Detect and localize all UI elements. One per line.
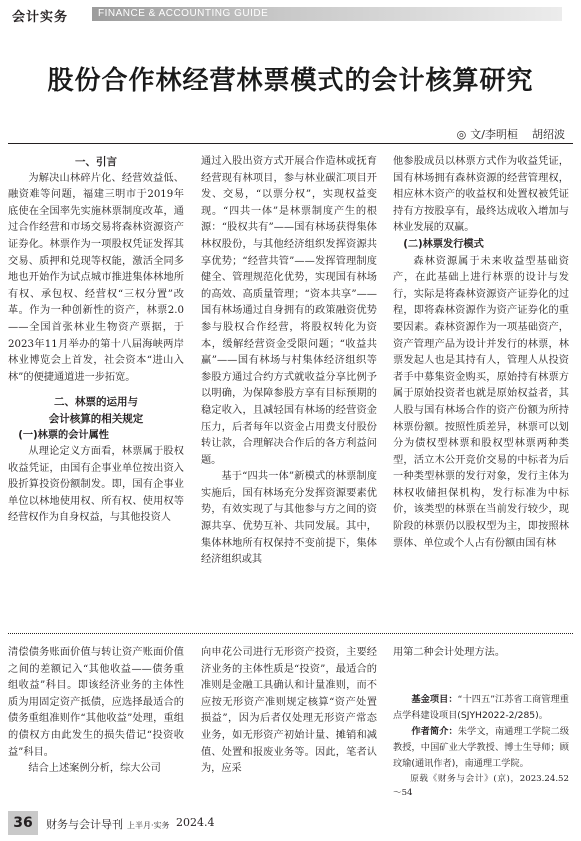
body-paragraph: 为解决山林碎片化、经营效益低、融资难等问题，福建三明市于2019年底使在全国率先实施林票制度改革，通过合作经营和市场交易将森林资源资产证券化。林票作为一项股权凭证发挥其交易、质押和兑现等权能，激活全同多地也开始作为试点城市推进集体林地所有权、承包权、经营权“三权分置”改革。作为一种创新性的资产，林票2.0——全国首张林业生物资产票据，于2023年11月举办的第十八届海峡两岸林业博览会上首发，社会资本“进山入林”的便捷通道进一步拓宽。 <box>8 172 184 383</box>
author-bio <box>393 724 569 772</box>
issue-date: 2024.4 <box>176 816 215 829</box>
author-mark-icon: ◎ <box>456 128 467 141</box>
body-paragraph: 通过入股出资方式开展合作造林或抚育经营现有林项目，参与林业碳汇项目开发、交易，“以票分权”，实现权益变现。“四共一体”是林票制度产生的根源：“股权共有”——国有林场获得集体林权股份，与其他经济组织发挥资源共享优势；“经营共管”——发挥管理制度健全、管理规范化优势，实现国有林场的高效、高质量管理；“资本共享”——国有林场通过自身拥有的政策融资优势参与股权合作经营，将股权转化为资本，缓解经营资金受限问题；“收益共赢”——国有林场与村集体经济组织等参股方通过合约方式就收益分享比例予以明确，为保障参股方享有目标预期的稳定收入，且减轻国有林场的经营资金压力，后者每年以资金占用费支付股份转让款，合理解决合作后的各方利益问题。 <box>201 156 377 466</box>
author-bio-label: 作者简介： <box>411 725 458 737</box>
body-column-3 <box>393 154 569 552</box>
section-name: 会计实务 <box>12 10 69 25</box>
page-footer <box>8 811 573 835</box>
section-banner <box>92 7 562 21</box>
funding-label: 基金项目： <box>411 693 458 705</box>
author-bio-text: 朱学文，南通理工学院二级教授，中国矿业大学教授、博士生导师；顾玟瑜(通讯作者)，南通理工学院。 <box>393 725 570 769</box>
body-paragraph: 森林资源属于未来收益型基础资产，在此基础上进行林票的设计与发行，实际是将森林资源资产证券化的过程，即将森林资源作为资产证券化的重要因素。森林资源作为一项基础资产，资产管理产品为设计并发行的林票，林票发起人也是其持有人，管理人从投资者手中募集资金购买，原始持有林票方属于原始投资者也就是原始权益者，其人股与国有林场合作的资产份额为所持林票份额。按照性质差异，林票可以划分为债权型林票和股权型林票两种类型，活立木公开竞价交易的中标者为后一种类型林票的发行对象，发行主体为林权收储担保机构，发行标准为中标价，该类型的林票在当前发行较少，现阶段的林票仍以股权型为主，即按照林票体、单位或个人占有份额由国有林 <box>393 255 569 549</box>
body-paragraph: 结合上述案例分析，综大公司 <box>28 763 161 775</box>
article-separator <box>8 633 573 634</box>
continued-column-1 <box>8 645 184 778</box>
continued-column-3 <box>393 645 569 800</box>
page-header <box>12 6 572 25</box>
body-paragraph: 从理论定义方面看，林票属于股权收益凭证，由国有企事业单位按出资入股折算投资份额制发。即，国有企事业单位以林地使用权、所有权、使用权等经营权作为自身权益，与其他投资人 <box>8 446 184 524</box>
page-number: 36 <box>8 811 38 835</box>
body-paragraph: 清偿债务账面价值与转让资产账面价值之间的差额记入“其他收益——债务重组收益”科目。即该经济业务的主体性质为用固定资产抵债，应选择最适合的债务重组准则作“其他收益”处理，重组的债权方由此发生的损失借记“投资收益”科目。 <box>8 647 184 758</box>
author-name: 胡绍波 <box>532 128 565 141</box>
author-name: 李明桓 <box>485 128 518 141</box>
source-citation: 原载《财务与会计》(京)，2023.24.52～54 <box>393 773 569 798</box>
body-paragraph: 向申花公司进行无形资产投资，主要经济业务的主体性质是“投资”，最适合的准则是金融工具确认和计量准则，而不应按无形资产准则规定核算“资产处置损益”，因为后者仅处理无形资产常态业务，如无形资产初始计量、摊销和减值、处置和报废业务等。因此，笔者认为，应采 <box>201 647 377 775</box>
section-heading: 一、引言 <box>75 156 117 168</box>
section-heading: 会计核算的相关规定 <box>48 412 144 425</box>
article-title: 股份合作林经营林票模式的会计核算研究 <box>47 66 534 96</box>
author-line <box>457 126 565 142</box>
journal-issue: 上半月·实务 <box>127 821 170 830</box>
journal-title: 财务与会计导刊 <box>46 818 123 831</box>
funding-text: “十四五”江苏省工商管理重点学科建设项目(SJYH2022-2/285)。 <box>393 693 569 721</box>
subsection-heading: (二)林票发行模式 <box>403 238 484 250</box>
body-paragraph: 他参股成员以林票方式作为收益凭证，国有林场拥有森林资源的经营管理权，相应林木资产的收益权和处置权被凭证持有方按股享有，最终达成收入增加与林业发展的双赢。 <box>393 156 569 234</box>
body-paragraph: 用第二种会计处理方法。 <box>393 647 506 658</box>
subsection-heading: (一)林票的会计属性 <box>18 429 109 441</box>
body-column-2 <box>201 154 377 569</box>
title-divider <box>8 143 573 144</box>
journal-name <box>46 816 170 832</box>
author-prefix: 文/ <box>470 128 485 141</box>
continued-column-2 <box>201 645 377 778</box>
body-column-1 <box>8 154 184 527</box>
section-name-en: FINANCE & ACCOUNTING GUIDE <box>98 8 269 19</box>
section-heading: 二、林票的运用与 <box>54 396 138 409</box>
funding-note <box>393 692 569 724</box>
body-paragraph: 基于“四共一体”新模式的林票制度实施后，国有林场充分发挥资源要素优势，有效实现了与其他参与方之间的资源共享、优势互补、共同发展。其中，集体林地所有权保持不变前提下，集体经济组织或其 <box>201 471 377 566</box>
